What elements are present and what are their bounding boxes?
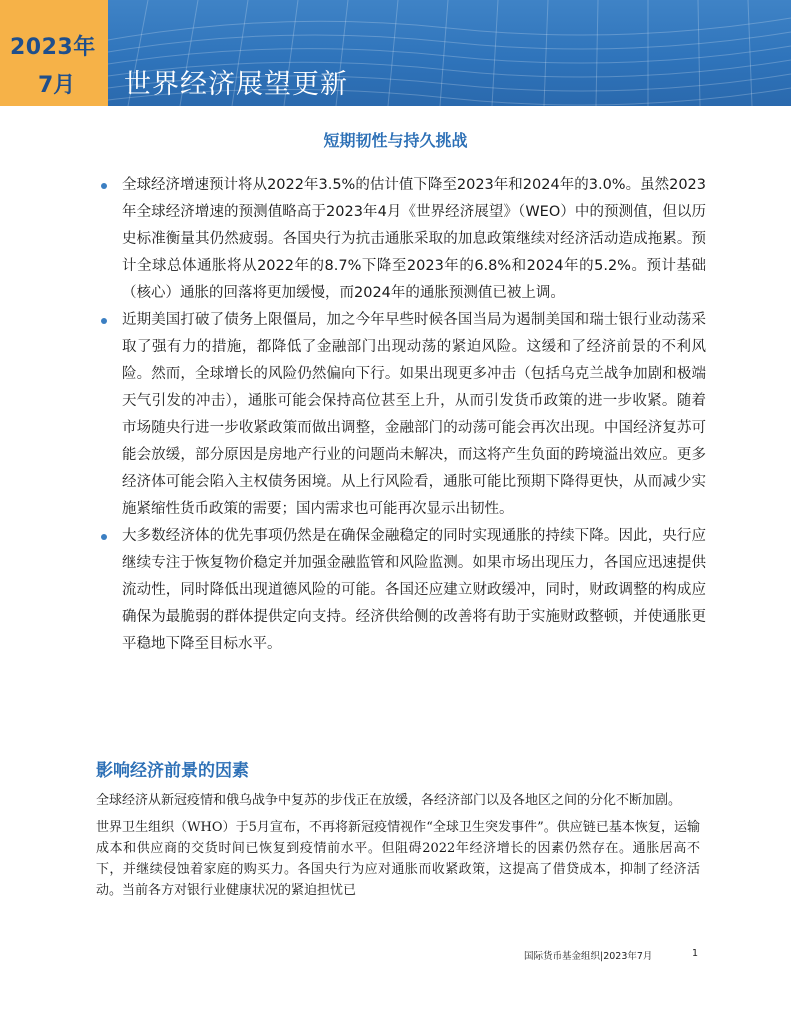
date-box (0, 0, 108, 106)
bullet-icon (101, 534, 107, 540)
section-body (96, 790, 700, 907)
list-item (96, 172, 706, 307)
header-month: 7月 (38, 73, 76, 98)
bullet-text: 大多数经济体的优先事项仍然是在确保金融稳定的同时实现通胀的持续下降。因此，央行应继续专注于恢复物价稳定并加强金融监管和风险监测。如果市场出现压力，各国应迅速提供流动性，同时降低出现道德风险的可能。各国还应建立财政缓冲，同时，财政调整的构成应确保为最脆弱的群体提供定向支持。经济供给侧的改善将有助于实施财政整顿，并使通胀更平稳地下降至目标水平。 (122, 528, 706, 652)
section-heading: 影响经济前景的因素 (96, 761, 249, 781)
bullet-text: 近期美国打破了债务上限僵局，加之今年早些时候各国当局为遏制美国和瑞士银行业动荡采取了强有力的措施，都降低了金融部门出现动荡的紧迫风险。这缓和了经济前景的不利风险。然而，全球增长的风险仍然偏向下行。如果出现更多冲击（包括乌克兰战争加剧和极端天气引发的冲击），通胀可能会保持高位甚至上升，从而引发货币政策的进一步收紧。随着市场随央行进一步收紧政策而做出调整，金融部门的动荡可能会再次出现。中国经济复苏可能会放缓，部分原因是房地产行业的问题尚未解决，而这将产生负面的跨境溢出效应。更多经济体可能会陷入主权债务困境。从上行风险看，通胀可能比预期下降得更快，从而减少实施紧缩性货币政策的需要；国内需求也可能再次显示出韧性。 (122, 312, 706, 517)
bullet-icon (101, 318, 107, 324)
report-header (0, 0, 791, 106)
report-title: 世界经济展望更新 (124, 69, 348, 100)
footer-text: 国际货币基金组织|2023年7月 (524, 951, 653, 962)
body-paragraph: 全球经济从新冠疫情和俄乌战争中复苏的步伐正在放缓，各经济部门以及各地区之间的分化不断加剧。 (96, 793, 682, 808)
list-item (96, 307, 706, 523)
key-points-list (96, 172, 706, 658)
bullet-text: 全球经济增速预计将从2022年3.5%的估计值下降至2023年和2024年的3.0%。虽然2023年全球经济增速的预测值略高于2023年4月《世界经济展望》（WEO）中的预测值，但以历史标准衡量其仍然疲弱。各国央行为抗击通胀采取的加息政策继续对经济活动造成拖累。预计全球总体通胀将从2022年的8.7%下降至2023年的6.8%和2024年的5.2%。预计基础（核心）通胀的回落将更加缓慢，而2024年的通胀预测值已被上调。 (122, 177, 706, 301)
bullet-icon (101, 183, 107, 189)
header-year: 2023年 (10, 35, 96, 60)
title-banner (108, 0, 791, 106)
list-item (96, 523, 706, 658)
page-number: 1 (692, 948, 699, 959)
report-subtitle: 短期韧性与持久挑战 (323, 131, 468, 150)
body-paragraph: 世界卫生组织（WHO）于5月宣布，不再将新冠疫情视作“全球卫生突发事件”。供应链已基本恢复，运输成本和供应商的交货时间已恢复到疫情前水平。但阻碍2022年经济增长的因素仍然存在。通胀居高不下，并继续侵蚀着家庭的购买力。各国央行为应对通胀而收紧政策，这提高了借贷成本，抑制了经济活动。当前各方对银行业健康状况的紧迫担忧已 (96, 820, 700, 898)
